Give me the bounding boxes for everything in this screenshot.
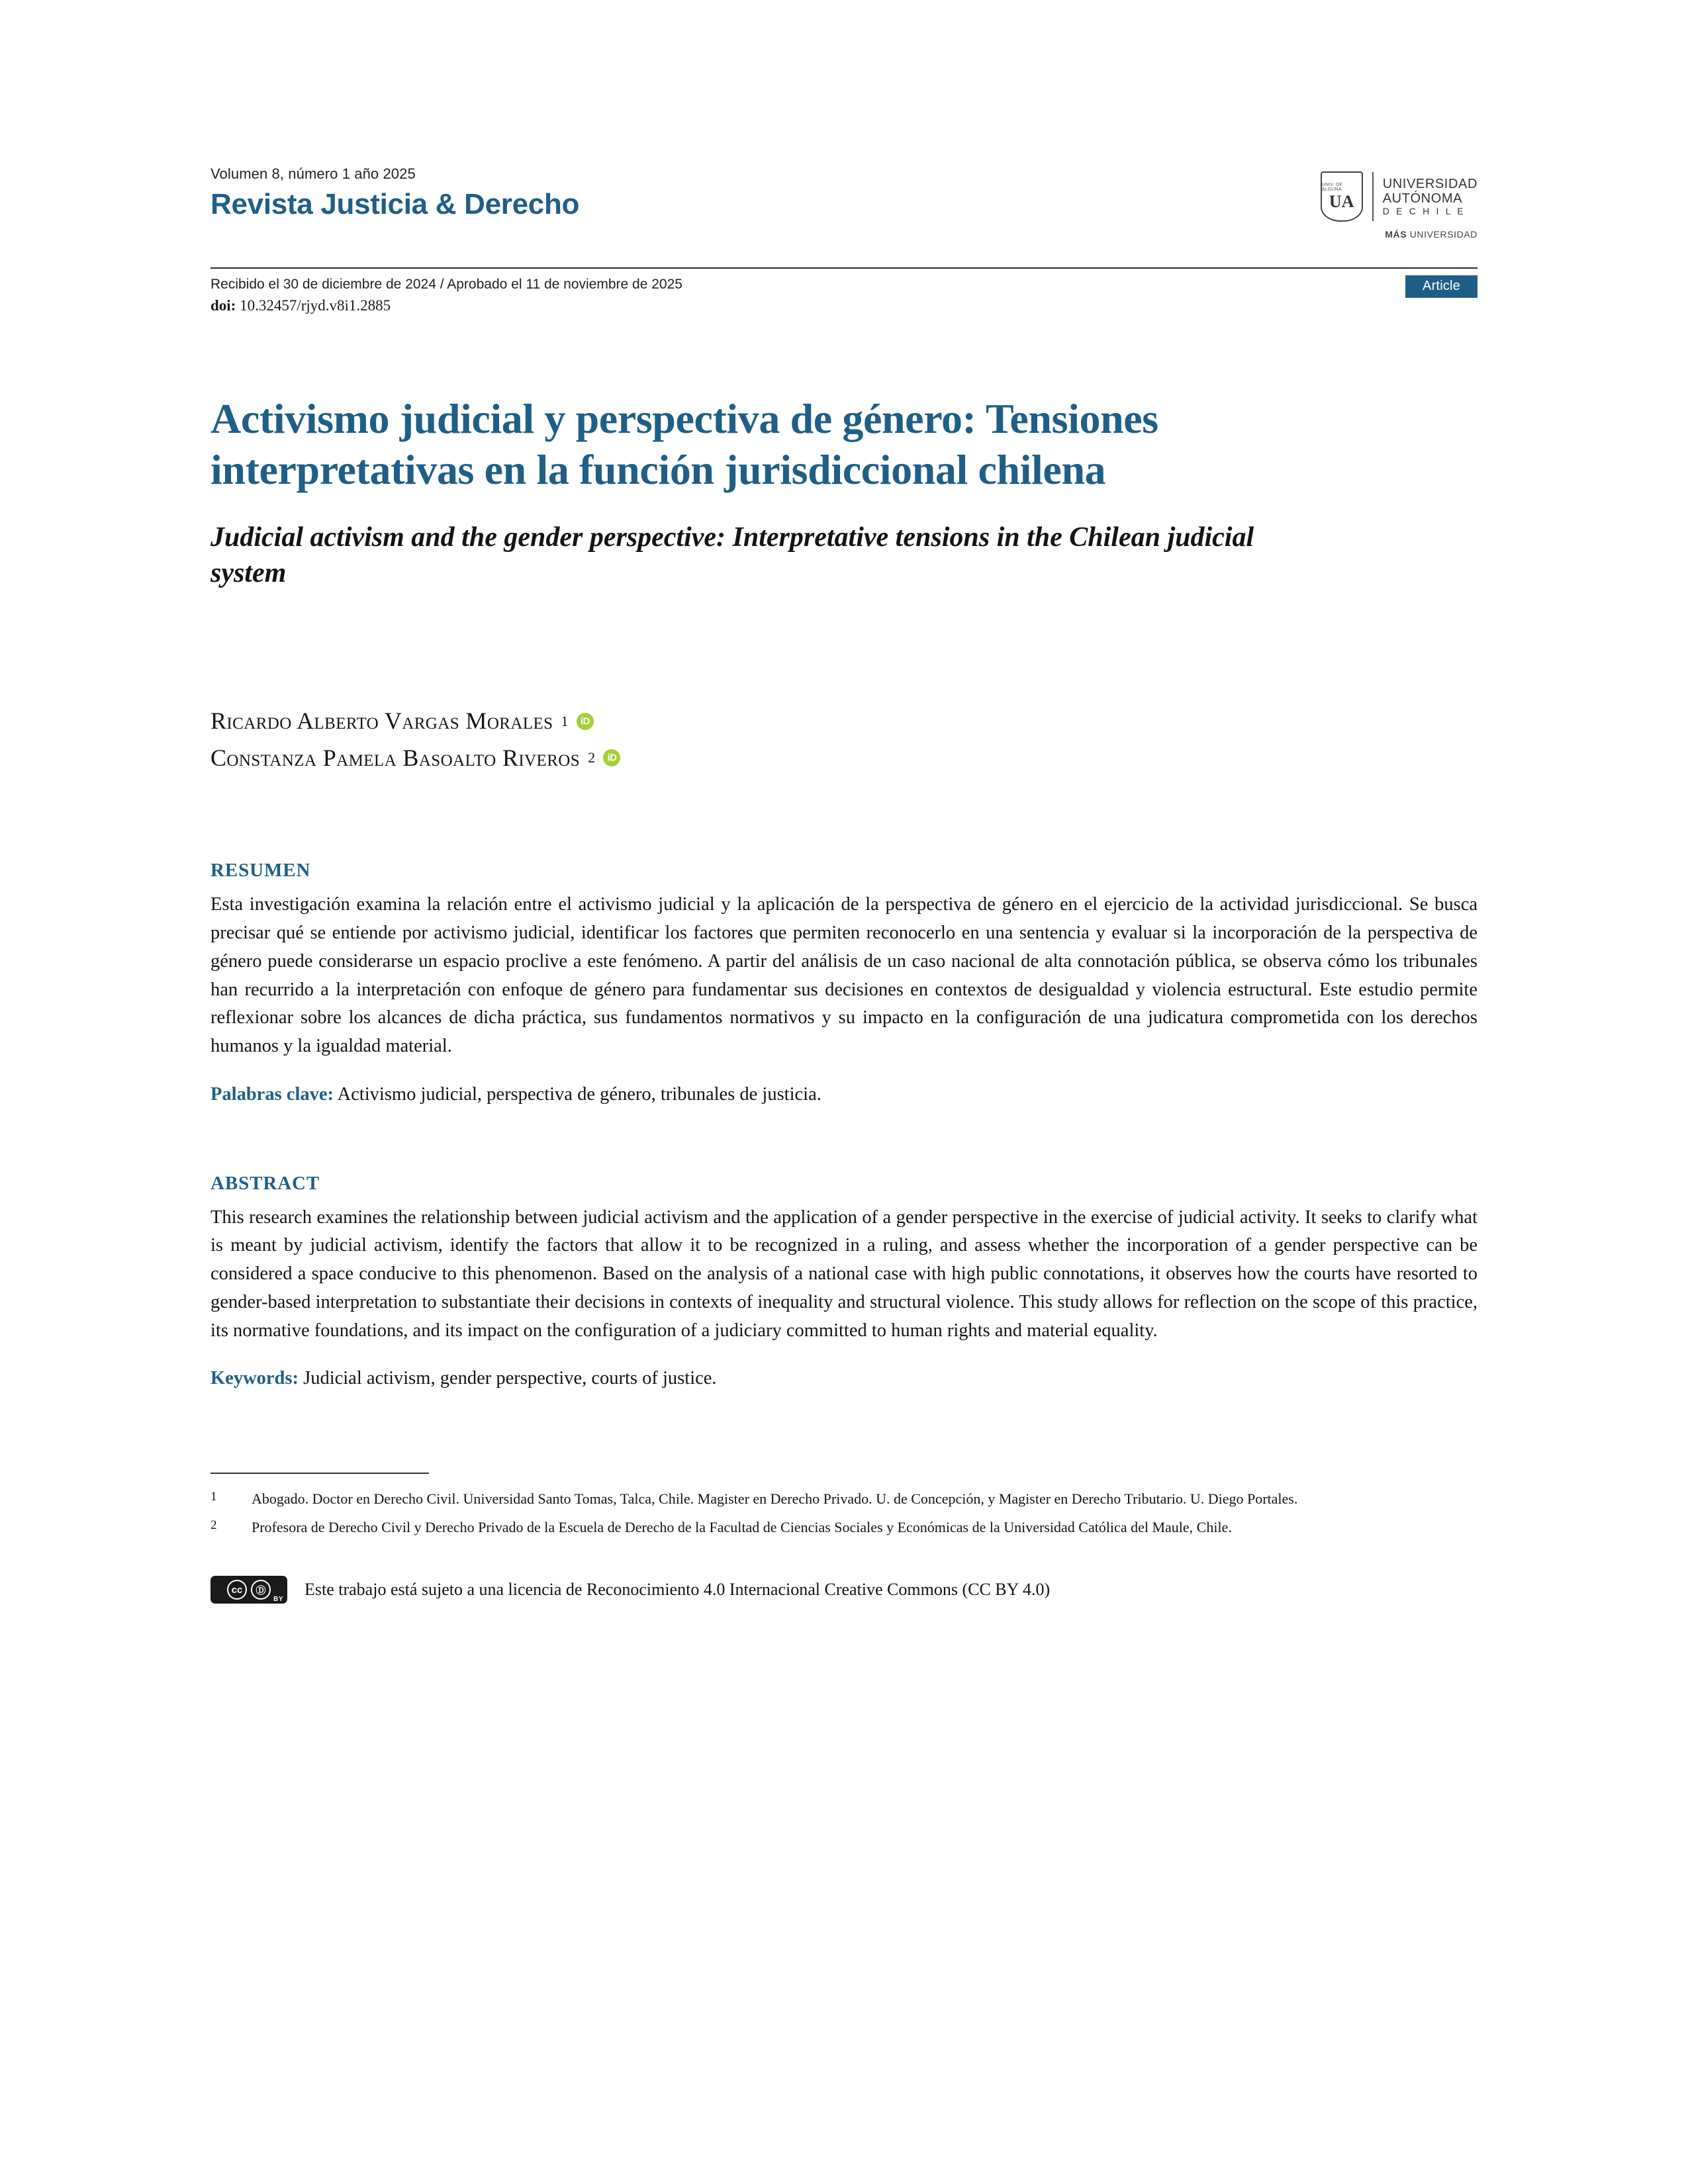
article-meta [211, 277, 1477, 314]
logo-tagline-rest: UNIVERSIDAD [1409, 229, 1477, 240]
abstract-spanish-heading: RESUMEN [211, 860, 311, 882]
creative-commons-icon[interactable] [211, 1576, 287, 1604]
logo-inner [1321, 171, 1477, 222]
received-approved-dates: Recibido el 30 de diciembre de 2024 / Aprobado el 11 de noviembre de 2025 [211, 277, 682, 292]
author-list [211, 703, 1477, 777]
logo-line-2: AUTÓNOMA [1382, 191, 1463, 206]
abstract-english-heading: ABSTRACT [211, 1172, 320, 1194]
keywords-spanish-value: Activismo judicial, perspectiva de género, tribunales de justicia. [337, 1083, 821, 1105]
license-text: Este trabajo está sujeto a una licencia de Reconocimiento 4.0 Internacional Creative Commons (CC BY 4.0) [305, 1580, 1051, 1600]
keywords-spanish [211, 1081, 1477, 1109]
orcid-icon[interactable] [577, 713, 594, 730]
masthead-divider [211, 267, 1477, 269]
journal-title: Revista Justicia & Derecho [211, 188, 580, 220]
footnote-number: 2 [211, 1518, 217, 1532]
shield-top-text: UNIV. OF ALGUNA [1321, 183, 1342, 192]
author-name: Constanza Pamela Basoalto Riveros [211, 744, 581, 771]
volume-line: Volumen 8, número 1 año 2025 [211, 165, 416, 182]
shield-icon [1321, 171, 1363, 222]
university-logo [1279, 156, 1477, 240]
cc-circle-icon: cc [227, 1580, 247, 1600]
abstract-spanish-text: Esta investigación examina la relación entre el activismo judicial y la aplicación de la perspectiva de género en el ejercicio de la actividad jurisdiccional. Se busca precisar qué se entiende por activismo judicial, identificar los factores que permiten reconocerlo en una sentencia y evaluar si la incorporación de la perspectiva de género puede considerarse un espacio proclive a este fenómeno. A partir del análisis de un caso nacional de alta connotación pública, se observa cómo los tribunales han recurrido a la interpretación con enfoque de género para fundamentar sus decisiones en contextos de desigualdad y violencia estructural. Este estudio permite reflexionar sobre los alcances de dicha práctica, sus fundamentos normativos y su impacto en la configuración de una judicatura comprometida con los derechos humanos y la igualdad material. [211, 894, 1477, 1057]
page-subtitle-english: Judicial activism and the gender perspective: Interpretative tensions in the Chilean judicial system [211, 522, 1254, 589]
logo-tagline-bold: MÁS [1385, 229, 1407, 240]
orcid-icon[interactable] [603, 749, 620, 766]
footnote-divider [211, 1473, 429, 1474]
author-name: Ricardo Alberto Vargas Morales [211, 707, 553, 734]
logo-line-1: UNIVERSIDAD [1382, 176, 1477, 191]
logo-divider [1372, 172, 1374, 221]
page-title: Activismo judicial y perspectiva de género: Tensiones interpretativas en la función jurisdiccional chilena [211, 395, 1158, 493]
status-badge: Article [1405, 275, 1477, 298]
abstract-spanish [211, 860, 1477, 1109]
footnote-number: 1 [211, 1489, 217, 1504]
keywords-english-value: Judicial activism, gender perspective, courts of justice. [303, 1368, 717, 1389]
keywords-english-label: Keywords: [211, 1368, 299, 1389]
page-content [211, 165, 1477, 1604]
doi-label: doi: [211, 297, 236, 314]
keywords-spanish-label: Palabras clave: [211, 1083, 334, 1105]
logo-tagline [1385, 229, 1477, 240]
footnote-text: Profesora de Derecho Civil y Derecho Privado de la Escuela de Derecho de la Facultad de Ciencias Sociales y Económicas de la Universidad Católica del Maule, Chile. [252, 1518, 1232, 1535]
masthead [211, 165, 1477, 258]
footnote-item [211, 1517, 1477, 1537]
author-entry [211, 703, 1477, 740]
author-footnote-marker: 2 [588, 749, 596, 766]
doi-value[interactable]: 10.32457/rjyd.v8i1.2885 [240, 297, 391, 314]
keywords-english [211, 1365, 1477, 1393]
abstract-english [211, 1173, 1477, 1394]
author-entry [211, 740, 1477, 777]
logo-wordmark [1383, 177, 1477, 216]
footnote-text: Abogado. Doctor en Derecho Civil. Universidad Santo Tomas, Talca, Chile. Magister en Derecho Privado. U. de Concepción, y Magister en Derecho Tributario. U. Diego Portales. [252, 1490, 1298, 1507]
abstract-english-text: This research examines the relationship between judicial activism and the application of a gender perspective in the exercise of judicial activity. It seeks to clarify what is meant by judicial activism, identify the factors that allow it to be recognized in a ruling, and assess whether the incorporation of a gender perspective can be considered a space conducive to this phenomenon. Based on the analysis of a national case with high public connotations, it observes how the courts have resorted to gender-based interpretation to substantiate their decisions in contexts of inequality and structural violence. This study allows for reflection on the scope of this practice, its normative foundations, and its impact on the configuration of a judiciary committed to human rights and material equality. [211, 1206, 1477, 1341]
license-block [211, 1576, 1477, 1604]
cc-by-label: BY [273, 1596, 283, 1604]
footnote-item [211, 1488, 1477, 1509]
shield-initials: UA [1329, 192, 1354, 211]
author-footnote-marker: 1 [561, 712, 569, 729]
logo-line-3: D E C H I L E [1382, 205, 1466, 216]
footnotes [211, 1473, 1477, 1537]
doi-line [211, 297, 1477, 314]
cc-by-circle-icon: Ⓓ [251, 1580, 271, 1600]
